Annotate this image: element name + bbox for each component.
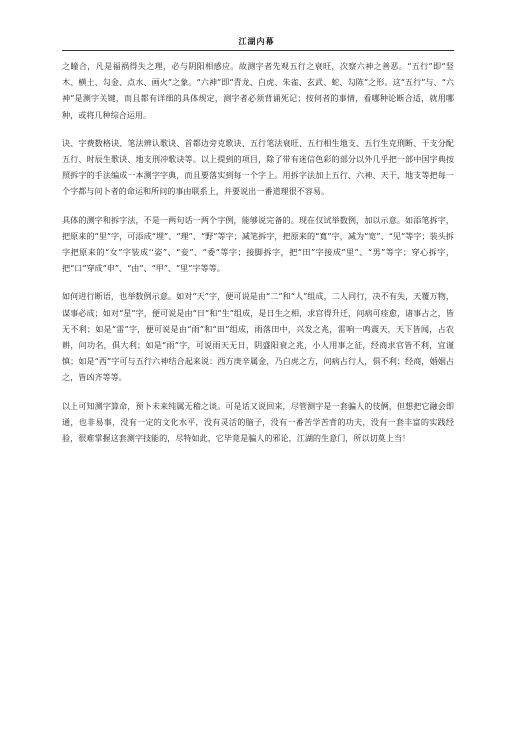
- paragraph: 具体的测字和拆字法，不是一两句话一两个字例，能够说完备的。现在仅试举数例，加以示意。如添笔拆字，把原来的“里”字，可添成“埋”、“理”、“野”等字；减笔拆字，把原来的“寬”字，减为“宽”、“见”等字；装头拆字把原来的“女”字装成‘‘姿”、“妾”、“委”等字；接脚拆字，把“田”字接成“里”、“男”等字；穿心拆字，把“口”穿成“申”、“由”、“甲”、“里”字等等。: [62, 214, 454, 274]
- paragraph: 以上可知测字算命，预卜未来纯属无稽之谈。可是话又说回来，尽管测字是一套骗人的伎俩，但想把它融会即通，也非易事，没有一定的文化水平，没有灵活的脑子，没有一番苦学苦背的功夫，没有一套丰富的实践经验，很难掌握这套测字技能的，尽特如此，它毕竟是骗人的邪论，江湖的生意门，所以切莫上当！: [62, 400, 454, 444]
- paragraph: 诀、字费数格诀、笔法辨认歌诀、首都边旁克歌诀、五行笔法衰旺、五行相生地支、五行生克刑断、干支分配五行、时辰生歌诀、地支刑冲歌诀等。以上提到的项目，除了带有迷信色彩的部分以外几乎把一部中国字典按照拆字的手法编成一本测字字典，而且要落实到每一个字上。用拆字法加上五行、六神、天干、地支等把每一个字都与问卜者的命运和所问的事由联系上，并要说出一番道理很不容易。: [62, 137, 454, 197]
- paragraph: 之瞳合，凡是福祸得失之理，必与阴阳相感应。故测字者先观五行之衰旺，次察六神之善恶。“五行”即“竖木、横土、勾金、点水、画火”之象。“六神”即“青龙、白虎、朱雀、玄武、蛇、勾陈”之形。这“五行”与、“六神”是测字关键，而且都有详细的具体规定，测字者必须背诵死记；按何者的事情，看哪种论断合适，就用哪种，或将几种综合运用。: [62, 61, 454, 120]
- body-text: [62, 58, 454, 458]
- running-header: 江湖内幕: [238, 37, 275, 46]
- paragraph: 如何进行断语，也举数例示意。如对“天”字，便可说是由“二”和“人”组成，二人同行，决不有失，天覆万物，谋事必成；如对“星”字，便可说是由“日”和“生”组成，是日生之相，求官得升迁，问病可痊愈，诸事占之，皆无不利；如是“雷”字，便可说是由“雨”和“田”组成，雨落田中，兴发之兆，雷响一鸣震天，天下皆闻，占农耕，问功名，俱大利；如是“雨”字，可说雨天无日，阴盛阳衰之兆，小人用事之征，经商求官皆不利，宜谨慎；如是“西”字可与五行六神结合起来说：西方庚辛属金，乃白虎之方，问病占行人，俱不利；经商，婚姻占之，皆凶齐等等。: [62, 291, 454, 383]
- header-rule: [62, 50, 454, 51]
